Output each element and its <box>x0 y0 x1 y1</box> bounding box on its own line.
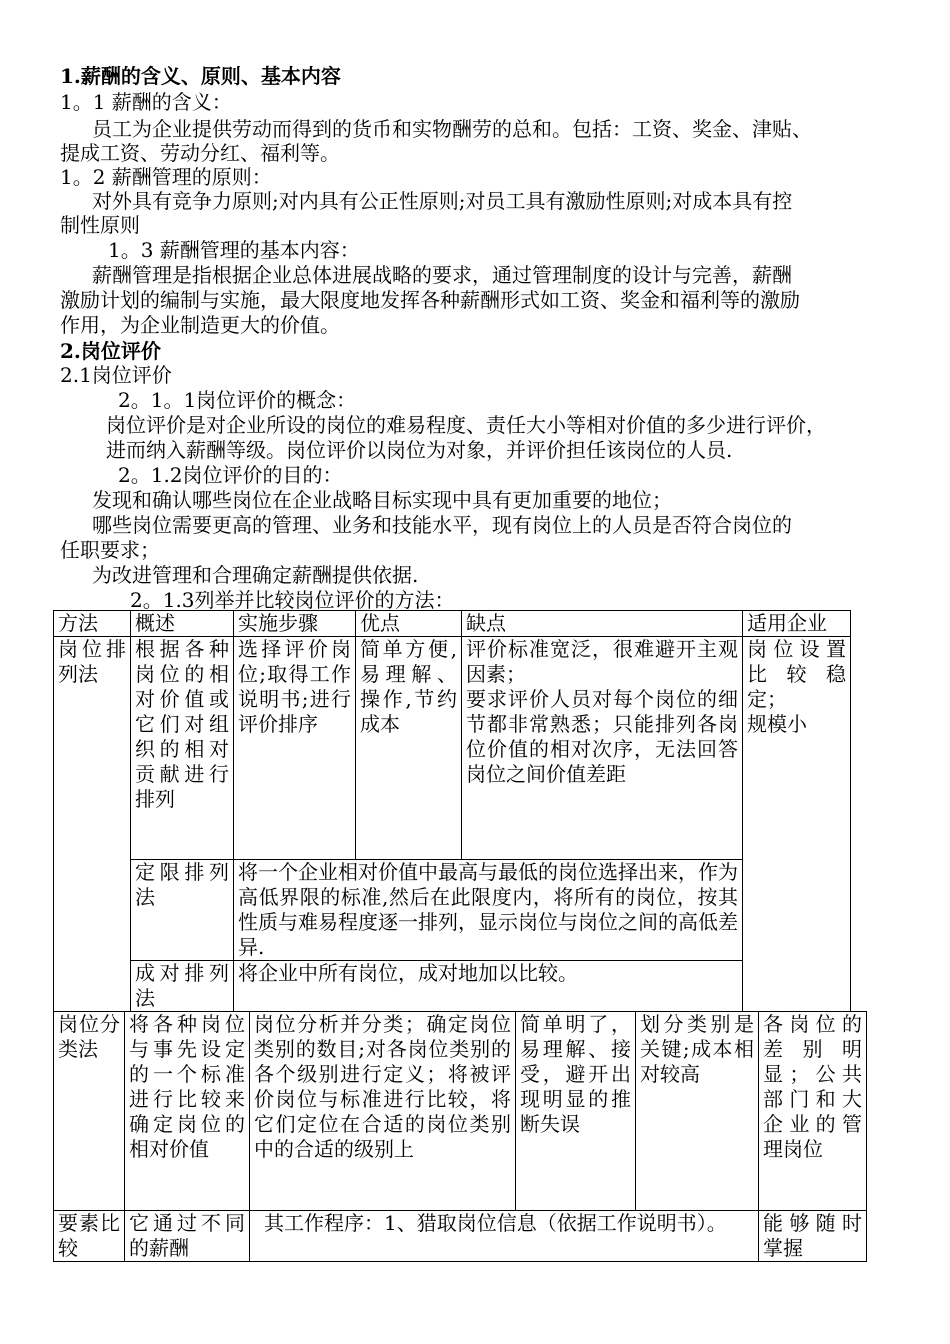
paragraph-line: 岗位评价是对企业所设的岗位的难易程度、责任大小等相对价值的多少进行评价， <box>106 413 826 437</box>
section-2-1-2-title: 2。1.2岗位评价的目的： <box>118 463 343 487</box>
section-2-1-3-title: 2。1.3列举并比较岗位评价的方法： <box>130 588 455 612</box>
paragraph-line: 进而纳入薪酬等级。岗位评价以岗位为对象，并评价担任该岗位的人员. <box>106 438 733 462</box>
rank-cons-cell <box>462 637 743 860</box>
paragraph-line: 任职要求； <box>60 538 160 562</box>
paragraph-line: 为改进管理和合理确定薪酬提供依据. <box>92 563 419 587</box>
paragraph-line: 激励计划的编制与实施，最大限度地发挥各种薪酬形式如工资、奖金和福利等的激励 <box>60 288 800 312</box>
factor-steps-cell: 其工作程序：1、猎取岗位信息（依据工作说明书）。 <box>250 1211 759 1262</box>
method-comparison-table-1 <box>53 610 851 1012</box>
section-2-1-1-title: 2。1。1岗位评价的概念： <box>118 388 357 412</box>
rank-cons-item: 要求评价人员对每个岗位的细节都非常熟悉；只能排列各岗位价值的相对次序，无法回答岗位之间价值差距 <box>466 687 738 786</box>
rank-method-cell: 岗位排列法 <box>54 637 131 1012</box>
table-row <box>54 860 851 961</box>
section-2-1-title: 2.1岗位评价 <box>60 363 172 387</box>
limit-ranking-name-cell: 定限排列法 <box>131 860 234 961</box>
section-1-3-title: 1。3 薪酬管理的基本内容： <box>108 238 360 262</box>
pair-ranking-desc-cell: 将企业中所有岗位，成对地加以比较。 <box>234 961 743 1012</box>
rank-suitable-item: 规模小 <box>747 712 807 736</box>
paragraph-line: 发现和确认哪些岗位在企业战略目标实现中具有更加重要的地位； <box>92 488 672 512</box>
class-steps-cell: 岗位分析并分类；确定岗位类别的数目;对各岗位类别的各个级别进行定义；将被评价岗位与标准进行比较，将它们定位在合适的岗位类别中的合适的级别上 <box>250 1012 516 1211</box>
header-cons: 缺点 <box>462 611 743 637</box>
pair-ranking-name-cell: 成对排列法 <box>131 961 234 1012</box>
class-cons-cell: 划分类别是关键;成本相对较高 <box>636 1012 759 1211</box>
paragraph-line: 对外具有竞争力原则;对内具有公正性原则;对员工具有激励性原则;对成本具有控 <box>92 189 793 213</box>
rank-overview-cell: 根据各种岗位的相对价值或它们对组织的相对贡献进行排列 <box>131 637 234 860</box>
table-header-row <box>54 611 851 637</box>
section-2-heading: 2.岗位评价 <box>60 339 161 363</box>
table-row <box>54 1012 867 1211</box>
rank-pros-cell: 简单方便,易理解、操作,节约成本 <box>356 637 462 860</box>
section-1-heading: 1.薪酬的含义、原则、基本内容 <box>60 64 341 88</box>
paragraph-line: 制性原则 <box>60 213 140 237</box>
header-overview: 概述 <box>131 611 234 637</box>
header-pros: 优点 <box>356 611 462 637</box>
method-comparison-table-2 <box>53 1011 867 1262</box>
paragraph-line: 薪酬管理是指根据企业总体进展战略的要求，通过管理制度的设计与完善，薪酬 <box>92 263 792 287</box>
rank-suitable-cell <box>743 637 851 1012</box>
table-row <box>54 961 851 1012</box>
class-pros-cell: 简单明了，易理解、接受，避开出现明显的推断失误 <box>516 1012 636 1211</box>
limit-ranking-desc-cell: 将一个企业相对价值中最高与最低的岗位选择出来，作为高低界限的标准,然后在此限度内，将所有的岗位，按其性质与难易程度逐一排列，显示岗位与岗位之间的高低差异. <box>234 860 743 961</box>
class-method-cell: 岗位分类法 <box>54 1012 125 1211</box>
factor-overview-cell: 它通过不同的薪酬 <box>125 1211 250 1262</box>
section-1-2-title: 1。2 薪酬管理的原则： <box>60 165 272 189</box>
class-suitable-cell: 各岗位的差别明显；公共部门和大企业的管理岗位 <box>759 1012 867 1211</box>
class-overview-cell: 将各种岗位与事先设定的一个标准进行比较来确定岗位的相对价值 <box>125 1012 250 1211</box>
header-steps: 实施步骤 <box>234 611 356 637</box>
header-suitable: 适用企业 <box>743 611 851 637</box>
rank-cons-item: 评价标准宽泛，很难避开主观因素； <box>466 637 738 686</box>
section-1-1-title: 1。1 薪酬的含义： <box>60 90 232 114</box>
paragraph-line: 哪些岗位需要更高的管理、业务和技能水平，现有岗位上的人员是否符合岗位的 <box>92 513 792 537</box>
header-method: 方法 <box>54 611 131 637</box>
factor-method-cell: 要素比较 <box>54 1211 125 1262</box>
table-row <box>54 1211 867 1262</box>
paragraph-line: 作用，为企业制造更大的价值。 <box>60 313 340 337</box>
rank-suitable-item: 岗位设置比较稳定； <box>747 637 846 711</box>
rank-steps-cell: 选择评价岗位;取得工作说明书;进行评价排序 <box>234 637 356 860</box>
paragraph-line: 员工为企业提供劳动而得到的货币和实物酬劳的总和。包括：工资、奖金、津贴、 <box>92 117 812 141</box>
paragraph-line: 提成工资、劳动分红、福利等。 <box>60 141 340 165</box>
table-row <box>54 637 851 860</box>
factor-suitable-cell: 能够随时掌握 <box>759 1211 867 1262</box>
